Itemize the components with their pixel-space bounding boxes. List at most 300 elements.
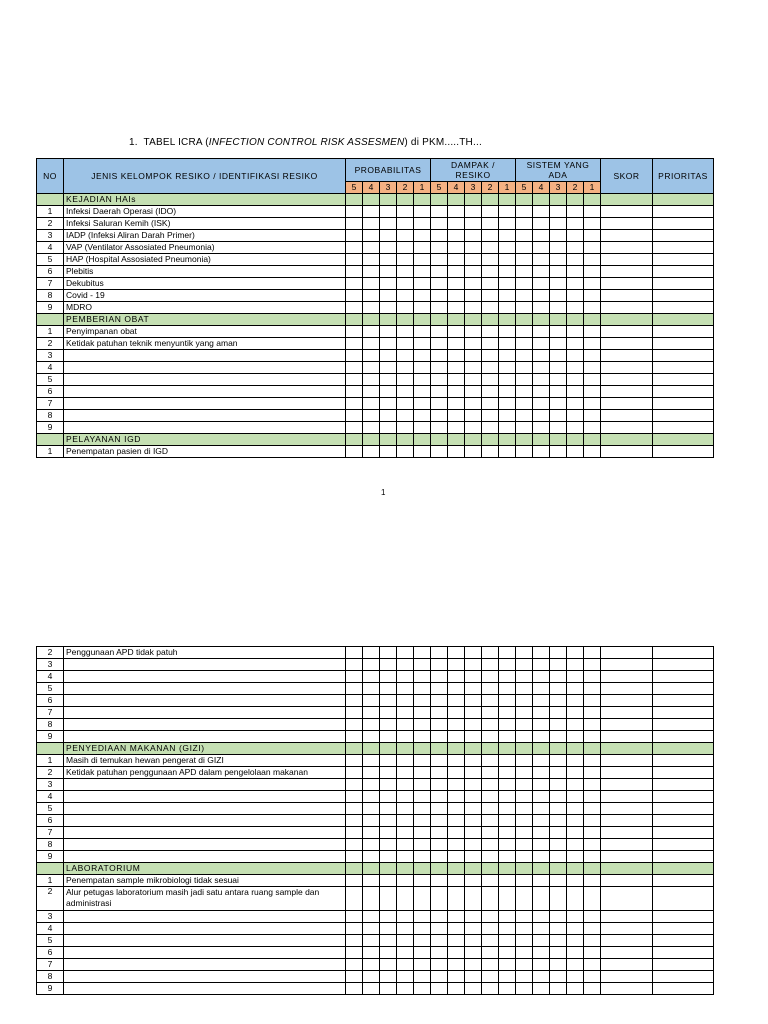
score-input-cell[interactable]: [346, 719, 363, 731]
score-input-cell[interactable]: [584, 707, 601, 719]
score-input-cell[interactable]: [516, 851, 533, 863]
score-input-cell[interactable]: [516, 695, 533, 707]
score-input-cell[interactable]: [431, 971, 448, 983]
score-input-cell[interactable]: [465, 767, 482, 779]
score-input-cell[interactable]: [346, 875, 363, 887]
score-input-cell[interactable]: [363, 719, 380, 731]
score-input-cell[interactable]: [397, 875, 414, 887]
score-input-cell[interactable]: [448, 839, 465, 851]
score-input-cell[interactable]: [482, 671, 499, 683]
score-input-cell[interactable]: [397, 386, 414, 398]
score-input-cell[interactable]: [363, 839, 380, 851]
score-input-cell[interactable]: [448, 374, 465, 386]
score-input-cell[interactable]: [397, 338, 414, 350]
score-input-cell[interactable]: [448, 887, 465, 911]
score-input-cell[interactable]: [380, 230, 397, 242]
score-input-cell[interactable]: [482, 791, 499, 803]
score-input-cell[interactable]: [499, 422, 516, 434]
score-input-cell[interactable]: [499, 659, 516, 671]
score-input-cell[interactable]: [482, 851, 499, 863]
score-input-cell[interactable]: [550, 326, 567, 338]
score-input-cell[interactable]: [482, 230, 499, 242]
score-input-cell[interactable]: [363, 218, 380, 230]
prioritas-cell[interactable]: [653, 446, 714, 458]
score-input-cell[interactable]: [482, 410, 499, 422]
score-input-cell[interactable]: [414, 947, 431, 959]
score-input-cell[interactable]: [499, 350, 516, 362]
score-input-cell[interactable]: [533, 731, 550, 743]
score-input-cell[interactable]: [414, 374, 431, 386]
prioritas-cell[interactable]: [653, 362, 714, 374]
score-input-cell[interactable]: [482, 290, 499, 302]
score-input-cell[interactable]: [346, 755, 363, 767]
score-input-cell[interactable]: [363, 410, 380, 422]
score-input-cell[interactable]: [397, 971, 414, 983]
score-input-cell[interactable]: [584, 398, 601, 410]
score-input-cell[interactable]: [397, 851, 414, 863]
prioritas-cell[interactable]: [653, 398, 714, 410]
score-input-cell[interactable]: [499, 302, 516, 314]
prioritas-cell[interactable]: [653, 875, 714, 887]
score-input-cell[interactable]: [499, 707, 516, 719]
score-input-cell[interactable]: [414, 386, 431, 398]
score-input-cell[interactable]: [533, 422, 550, 434]
score-input-cell[interactable]: [346, 767, 363, 779]
prioritas-cell[interactable]: [653, 695, 714, 707]
score-input-cell[interactable]: [431, 851, 448, 863]
score-input-cell[interactable]: [567, 230, 584, 242]
score-input-cell[interactable]: [397, 410, 414, 422]
score-input-cell[interactable]: [482, 803, 499, 815]
prioritas-cell[interactable]: [653, 815, 714, 827]
score-input-cell[interactable]: [380, 935, 397, 947]
score-input-cell[interactable]: [584, 719, 601, 731]
score-input-cell[interactable]: [516, 659, 533, 671]
score-input-cell[interactable]: [397, 206, 414, 218]
score-input-cell[interactable]: [584, 947, 601, 959]
score-input-cell[interactable]: [499, 791, 516, 803]
score-input-cell[interactable]: [380, 242, 397, 254]
score-input-cell[interactable]: [414, 326, 431, 338]
score-input-cell[interactable]: [380, 755, 397, 767]
prioritas-cell[interactable]: [653, 959, 714, 971]
score-input-cell[interactable]: [550, 266, 567, 278]
prioritas-cell[interactable]: [653, 671, 714, 683]
score-input-cell[interactable]: [499, 983, 516, 995]
score-input-cell[interactable]: [414, 731, 431, 743]
score-input-cell[interactable]: [363, 338, 380, 350]
score-input-cell[interactable]: [448, 266, 465, 278]
score-input-cell[interactable]: [363, 947, 380, 959]
score-input-cell[interactable]: [482, 707, 499, 719]
score-input-cell[interactable]: [482, 350, 499, 362]
score-input-cell[interactable]: [584, 983, 601, 995]
score-input-cell[interactable]: [550, 851, 567, 863]
score-input-cell[interactable]: [363, 398, 380, 410]
score-input-cell[interactable]: [363, 326, 380, 338]
score-input-cell[interactable]: [516, 827, 533, 839]
score-input-cell[interactable]: [567, 779, 584, 791]
score-input-cell[interactable]: [516, 362, 533, 374]
score-input-cell[interactable]: [414, 278, 431, 290]
score-input-cell[interactable]: [448, 767, 465, 779]
score-input-cell[interactable]: [584, 671, 601, 683]
prioritas-cell[interactable]: [653, 254, 714, 266]
score-input-cell[interactable]: [499, 887, 516, 911]
score-input-cell[interactable]: [380, 254, 397, 266]
score-input-cell[interactable]: [516, 230, 533, 242]
score-input-cell[interactable]: [550, 875, 567, 887]
prioritas-cell[interactable]: [653, 386, 714, 398]
score-input-cell[interactable]: [567, 815, 584, 827]
score-input-cell[interactable]: [550, 659, 567, 671]
score-input-cell[interactable]: [431, 791, 448, 803]
score-input-cell[interactable]: [584, 695, 601, 707]
score-input-cell[interactable]: [584, 839, 601, 851]
skor-cell[interactable]: [601, 875, 653, 887]
score-input-cell[interactable]: [499, 911, 516, 923]
score-input-cell[interactable]: [482, 815, 499, 827]
score-input-cell[interactable]: [516, 206, 533, 218]
score-input-cell[interactable]: [363, 230, 380, 242]
score-input-cell[interactable]: [414, 254, 431, 266]
skor-cell[interactable]: [601, 803, 653, 815]
prioritas-cell[interactable]: [653, 803, 714, 815]
score-input-cell[interactable]: [567, 326, 584, 338]
score-input-cell[interactable]: [431, 410, 448, 422]
skor-cell[interactable]: [601, 218, 653, 230]
score-input-cell[interactable]: [431, 206, 448, 218]
score-input-cell[interactable]: [516, 278, 533, 290]
skor-cell[interactable]: [601, 350, 653, 362]
score-input-cell[interactable]: [397, 935, 414, 947]
score-input-cell[interactable]: [550, 446, 567, 458]
score-input-cell[interactable]: [346, 278, 363, 290]
score-input-cell[interactable]: [567, 410, 584, 422]
score-input-cell[interactable]: [380, 959, 397, 971]
score-input-cell[interactable]: [380, 875, 397, 887]
score-input-cell[interactable]: [397, 911, 414, 923]
prioritas-cell[interactable]: [653, 719, 714, 731]
skor-cell[interactable]: [601, 947, 653, 959]
skor-cell[interactable]: [601, 851, 653, 863]
score-input-cell[interactable]: [448, 923, 465, 935]
score-input-cell[interactable]: [465, 647, 482, 659]
score-input-cell[interactable]: [397, 719, 414, 731]
score-input-cell[interactable]: [584, 791, 601, 803]
score-input-cell[interactable]: [363, 206, 380, 218]
score-input-cell[interactable]: [567, 254, 584, 266]
skor-cell[interactable]: [601, 767, 653, 779]
score-input-cell[interactable]: [465, 422, 482, 434]
score-input-cell[interactable]: [346, 302, 363, 314]
score-input-cell[interactable]: [533, 707, 550, 719]
score-input-cell[interactable]: [346, 911, 363, 923]
score-input-cell[interactable]: [448, 683, 465, 695]
score-input-cell[interactable]: [482, 887, 499, 911]
score-input-cell[interactable]: [567, 887, 584, 911]
score-input-cell[interactable]: [346, 695, 363, 707]
score-input-cell[interactable]: [465, 374, 482, 386]
score-input-cell[interactable]: [533, 290, 550, 302]
score-input-cell[interactable]: [482, 446, 499, 458]
score-input-cell[interactable]: [550, 911, 567, 923]
score-input-cell[interactable]: [533, 242, 550, 254]
score-input-cell[interactable]: [448, 326, 465, 338]
score-input-cell[interactable]: [567, 935, 584, 947]
score-input-cell[interactable]: [431, 875, 448, 887]
score-input-cell[interactable]: [397, 923, 414, 935]
score-input-cell[interactable]: [414, 362, 431, 374]
score-input-cell[interactable]: [584, 362, 601, 374]
score-input-cell[interactable]: [550, 362, 567, 374]
score-input-cell[interactable]: [567, 923, 584, 935]
score-input-cell[interactable]: [397, 707, 414, 719]
score-input-cell[interactable]: [465, 983, 482, 995]
score-input-cell[interactable]: [363, 959, 380, 971]
score-input-cell[interactable]: [584, 254, 601, 266]
skor-cell[interactable]: [601, 791, 653, 803]
score-input-cell[interactable]: [397, 791, 414, 803]
score-input-cell[interactable]: [414, 683, 431, 695]
score-input-cell[interactable]: [482, 326, 499, 338]
score-input-cell[interactable]: [499, 254, 516, 266]
score-input-cell[interactable]: [380, 374, 397, 386]
score-input-cell[interactable]: [482, 935, 499, 947]
score-input-cell[interactable]: [431, 839, 448, 851]
score-input-cell[interactable]: [363, 767, 380, 779]
prioritas-cell[interactable]: [653, 911, 714, 923]
score-input-cell[interactable]: [414, 422, 431, 434]
score-input-cell[interactable]: [584, 242, 601, 254]
score-input-cell[interactable]: [516, 983, 533, 995]
score-input-cell[interactable]: [584, 779, 601, 791]
score-input-cell[interactable]: [550, 983, 567, 995]
score-input-cell[interactable]: [516, 410, 533, 422]
score-input-cell[interactable]: [346, 947, 363, 959]
score-input-cell[interactable]: [363, 827, 380, 839]
skor-cell[interactable]: [601, 206, 653, 218]
score-input-cell[interactable]: [414, 230, 431, 242]
score-input-cell[interactable]: [482, 422, 499, 434]
score-input-cell[interactable]: [448, 719, 465, 731]
score-input-cell[interactable]: [346, 983, 363, 995]
score-input-cell[interactable]: [363, 815, 380, 827]
score-input-cell[interactable]: [448, 707, 465, 719]
score-input-cell[interactable]: [533, 446, 550, 458]
prioritas-cell[interactable]: [653, 767, 714, 779]
score-input-cell[interactable]: [346, 218, 363, 230]
score-input-cell[interactable]: [499, 362, 516, 374]
score-input-cell[interactable]: [499, 755, 516, 767]
score-input-cell[interactable]: [516, 242, 533, 254]
score-input-cell[interactable]: [380, 767, 397, 779]
score-input-cell[interactable]: [567, 362, 584, 374]
score-input-cell[interactable]: [465, 671, 482, 683]
score-input-cell[interactable]: [414, 887, 431, 911]
score-input-cell[interactable]: [482, 683, 499, 695]
score-input-cell[interactable]: [363, 446, 380, 458]
score-input-cell[interactable]: [550, 242, 567, 254]
score-input-cell[interactable]: [533, 350, 550, 362]
score-input-cell[interactable]: [363, 983, 380, 995]
score-input-cell[interactable]: [397, 803, 414, 815]
prioritas-cell[interactable]: [653, 659, 714, 671]
score-input-cell[interactable]: [499, 815, 516, 827]
score-input-cell[interactable]: [448, 935, 465, 947]
score-input-cell[interactable]: [448, 827, 465, 839]
score-input-cell[interactable]: [533, 338, 550, 350]
skor-cell[interactable]: [601, 827, 653, 839]
score-input-cell[interactable]: [346, 971, 363, 983]
skor-cell[interactable]: [601, 278, 653, 290]
score-input-cell[interactable]: [448, 446, 465, 458]
score-input-cell[interactable]: [397, 302, 414, 314]
score-input-cell[interactable]: [363, 647, 380, 659]
skor-cell[interactable]: [601, 731, 653, 743]
score-input-cell[interactable]: [414, 767, 431, 779]
score-input-cell[interactable]: [431, 755, 448, 767]
score-input-cell[interactable]: [499, 731, 516, 743]
score-input-cell[interactable]: [465, 827, 482, 839]
score-input-cell[interactable]: [465, 875, 482, 887]
score-input-cell[interactable]: [346, 935, 363, 947]
score-input-cell[interactable]: [550, 302, 567, 314]
prioritas-cell[interactable]: [653, 935, 714, 947]
score-input-cell[interactable]: [414, 719, 431, 731]
score-input-cell[interactable]: [397, 839, 414, 851]
score-input-cell[interactable]: [499, 875, 516, 887]
skor-cell[interactable]: [601, 398, 653, 410]
score-input-cell[interactable]: [499, 923, 516, 935]
score-input-cell[interactable]: [499, 290, 516, 302]
score-input-cell[interactable]: [346, 230, 363, 242]
score-input-cell[interactable]: [516, 398, 533, 410]
score-input-cell[interactable]: [584, 659, 601, 671]
score-input-cell[interactable]: [550, 218, 567, 230]
skor-cell[interactable]: [601, 326, 653, 338]
score-input-cell[interactable]: [567, 398, 584, 410]
score-input-cell[interactable]: [346, 659, 363, 671]
score-input-cell[interactable]: [380, 947, 397, 959]
score-input-cell[interactable]: [482, 362, 499, 374]
score-input-cell[interactable]: [380, 659, 397, 671]
score-input-cell[interactable]: [346, 923, 363, 935]
score-input-cell[interactable]: [584, 338, 601, 350]
score-input-cell[interactable]: [431, 266, 448, 278]
score-input-cell[interactable]: [465, 851, 482, 863]
score-input-cell[interactable]: [448, 338, 465, 350]
score-input-cell[interactable]: [550, 719, 567, 731]
score-input-cell[interactable]: [584, 755, 601, 767]
prioritas-cell[interactable]: [653, 338, 714, 350]
score-input-cell[interactable]: [516, 923, 533, 935]
score-input-cell[interactable]: [584, 278, 601, 290]
score-input-cell[interactable]: [567, 290, 584, 302]
score-input-cell[interactable]: [550, 839, 567, 851]
score-input-cell[interactable]: [482, 839, 499, 851]
prioritas-cell[interactable]: [653, 851, 714, 863]
score-input-cell[interactable]: [431, 362, 448, 374]
score-input-cell[interactable]: [397, 659, 414, 671]
prioritas-cell[interactable]: [653, 827, 714, 839]
score-input-cell[interactable]: [550, 374, 567, 386]
score-input-cell[interactable]: [380, 803, 397, 815]
score-input-cell[interactable]: [380, 779, 397, 791]
score-input-cell[interactable]: [533, 647, 550, 659]
score-input-cell[interactable]: [431, 230, 448, 242]
score-input-cell[interactable]: [550, 707, 567, 719]
score-input-cell[interactable]: [584, 206, 601, 218]
score-input-cell[interactable]: [499, 446, 516, 458]
skor-cell[interactable]: [601, 338, 653, 350]
score-input-cell[interactable]: [482, 983, 499, 995]
score-input-cell[interactable]: [448, 386, 465, 398]
skor-cell[interactable]: [601, 422, 653, 434]
score-input-cell[interactable]: [431, 683, 448, 695]
score-input-cell[interactable]: [550, 647, 567, 659]
score-input-cell[interactable]: [567, 206, 584, 218]
score-input-cell[interactable]: [584, 935, 601, 947]
score-input-cell[interactable]: [397, 254, 414, 266]
score-input-cell[interactable]: [584, 911, 601, 923]
score-input-cell[interactable]: [431, 731, 448, 743]
score-input-cell[interactable]: [567, 719, 584, 731]
score-input-cell[interactable]: [363, 923, 380, 935]
score-input-cell[interactable]: [499, 374, 516, 386]
score-input-cell[interactable]: [567, 875, 584, 887]
score-input-cell[interactable]: [567, 374, 584, 386]
score-input-cell[interactable]: [499, 683, 516, 695]
score-input-cell[interactable]: [516, 791, 533, 803]
score-input-cell[interactable]: [380, 266, 397, 278]
score-input-cell[interactable]: [448, 947, 465, 959]
score-input-cell[interactable]: [533, 767, 550, 779]
score-input-cell[interactable]: [499, 935, 516, 947]
score-input-cell[interactable]: [516, 947, 533, 959]
skor-cell[interactable]: [601, 659, 653, 671]
score-input-cell[interactable]: [516, 803, 533, 815]
score-input-cell[interactable]: [448, 755, 465, 767]
score-input-cell[interactable]: [448, 242, 465, 254]
score-input-cell[interactable]: [465, 695, 482, 707]
score-input-cell[interactable]: [380, 695, 397, 707]
score-input-cell[interactable]: [584, 683, 601, 695]
score-input-cell[interactable]: [482, 695, 499, 707]
skor-cell[interactable]: [601, 755, 653, 767]
score-input-cell[interactable]: [584, 803, 601, 815]
score-input-cell[interactable]: [380, 338, 397, 350]
score-input-cell[interactable]: [448, 791, 465, 803]
prioritas-cell[interactable]: [653, 887, 714, 911]
score-input-cell[interactable]: [550, 410, 567, 422]
score-input-cell[interactable]: [346, 791, 363, 803]
score-input-cell[interactable]: [431, 374, 448, 386]
score-input-cell[interactable]: [414, 398, 431, 410]
score-input-cell[interactable]: [346, 671, 363, 683]
score-input-cell[interactable]: [516, 875, 533, 887]
score-input-cell[interactable]: [567, 350, 584, 362]
score-input-cell[interactable]: [482, 959, 499, 971]
score-input-cell[interactable]: [533, 218, 550, 230]
score-input-cell[interactable]: [363, 374, 380, 386]
skor-cell[interactable]: [601, 971, 653, 983]
score-input-cell[interactable]: [482, 971, 499, 983]
score-input-cell[interactable]: [567, 731, 584, 743]
score-input-cell[interactable]: [397, 767, 414, 779]
score-input-cell[interactable]: [482, 386, 499, 398]
score-input-cell[interactable]: [414, 755, 431, 767]
